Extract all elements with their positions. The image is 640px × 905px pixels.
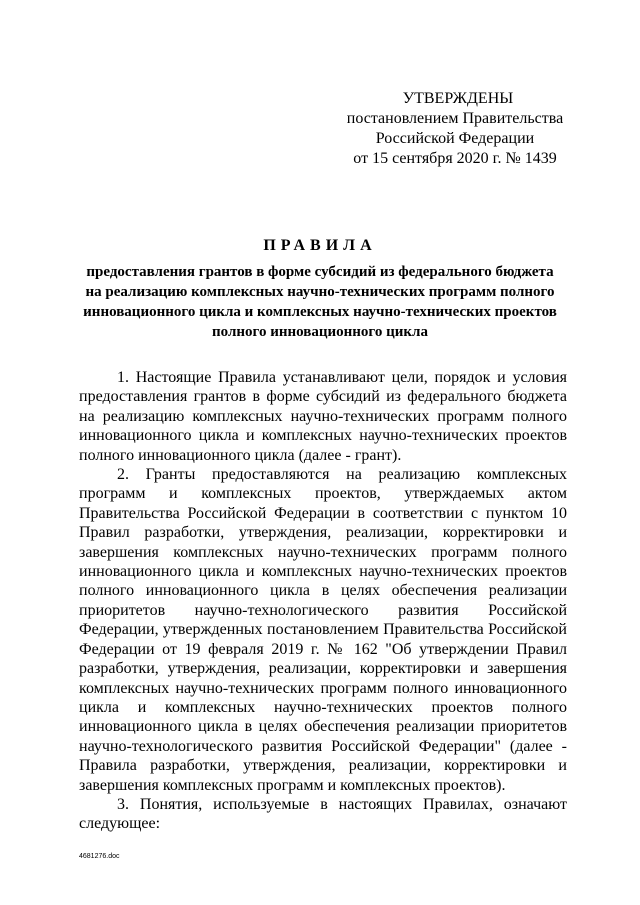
subtitle-line-3: инновационного цикла и комплексных научно-технических проектов	[83, 304, 557, 320]
approval-heading: УТВЕРЖДЕНЫ	[402, 90, 514, 107]
paragraph-1: 1. Настоящие Правила устанавливают цели, порядок и условия предоставления грантов в форме субсидий из федерального бюджета на реализацию комплексных научно-технических программ полного инновационного цикла и комплексных научно-технических проектов полного инновационного цикла (далее - грант).	[79, 369, 567, 464]
document-body	[79, 368, 567, 834]
paragraph-2: 2. Гранты предоставляются на реализацию комплексных программ и комплексных проектов, утверждаемых актом Правительства Российской Федерации в соответствии с пунктом 10 Правил разработки, утверждения, реализации, корректировки и завершения комплексных научно-технических программ полного инновационного цикла и комплексных научно-технических проектов полного инновационного цикла в целях обеспечения реализации приоритетов научно-технологического развития Российской Федерации, утвержденных постановлением Правительства Российской Федерации от 19 февраля 2019 г. № 162 "Об утверждении Правил разработки, утверждения, реализации, корректировки и завершения комплексных научно-технических программ полного инновационного цикла и комплексных научно-технических проектов полного инновационного цикла в целях обеспечения реализации приоритетов научно-технологического развития Российской Федерации" (далее - Правила разработки, утверждения, реализации, корректировки и завершения комплексных программ и комплексных проектов).	[79, 466, 567, 794]
file-name-footer: 4681276.doc	[79, 853, 120, 860]
approval-line-3: от 15 сентября 2020 г. № 1439	[353, 150, 557, 167]
approval-line-2: Российской Федерации	[375, 130, 535, 147]
subtitle-line-4: полного инновационного цикла	[212, 324, 428, 340]
document-subtitle	[60, 262, 580, 342]
document-title: ПРАВИЛА	[263, 237, 377, 254]
subtitle-line-2: на реализацию комплексных научно-технических программ полного	[85, 284, 555, 300]
paragraph-3: 3. Понятия, используемые в настоящих Правилах, означают следующее:	[79, 795, 567, 833]
subtitle-line-1: предоставления грантов в форме субсидий из федерального бюджета	[86, 264, 554, 280]
approval-block	[330, 89, 580, 169]
approval-line-1: постановлением Правительства	[346, 110, 564, 127]
